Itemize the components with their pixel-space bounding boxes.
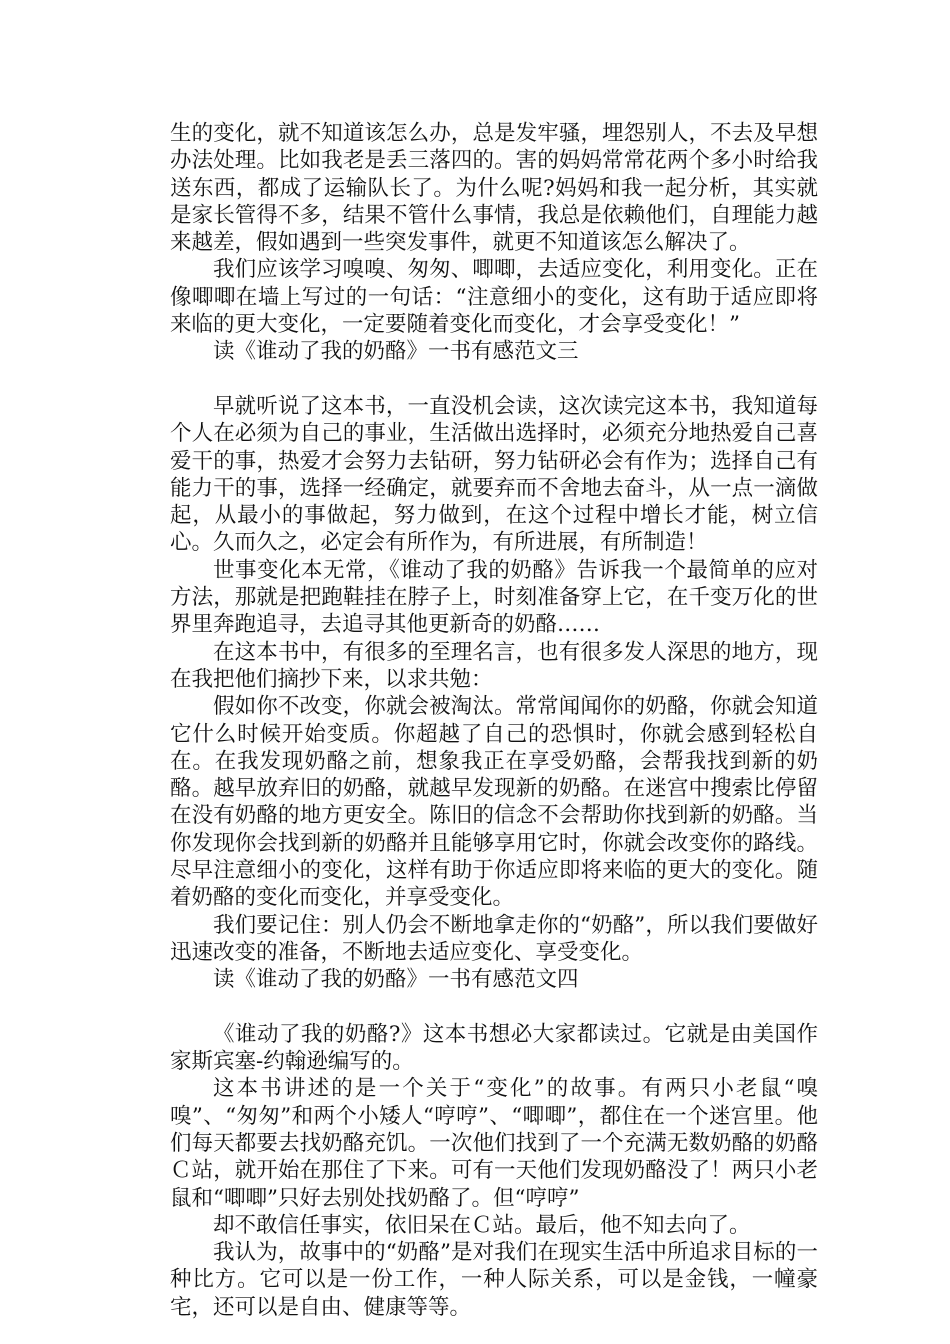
paragraph: 假如你不改变，你就会被淘汰。常常闻闻你的奶酪，你就会知道它什么时候开始变质。你超越了自己的恐惧时，你就会感到轻松自在。在我发现奶酪之前，想象我正在享受奶酪，会帮我找到新的奶酪。越早放弃旧的奶酪，就越早发现新的奶酪。在迷宫中搜索比停留在没有奶酪的地方更安全。陈旧的信念不会帮助你找到新的奶酪。当你发现你会找到新的奶酪并且能够享用它时，你就会改变你的路线。尽早注意细小的变化，这样有助于你适应即将来临的更大的变化。随着奶酪的变化而变化，并享受变化。 (170, 694, 818, 911)
blank-line (170, 994, 818, 1021)
document-page (170, 120, 818, 1321)
paragraph: 我们要记住：别人仍会不断地拿走你的“奶酪”，所以我们要做好迅速改变的准备，不断地去适应变化、享受变化。 (170, 912, 818, 965)
section-heading: 读《谁动了我的奶酪》一书有感范文三 (213, 339, 579, 365)
paragraph: 世事变化本无常，《谁动了我的奶酪》告诉我一个最简单的应对方法，那就是把跑鞋挂在脖子上，时刻准备穿上它，在千变万化的世界里奔跑追寻，去追寻其他更新奇的奶酪…… (170, 557, 818, 638)
paragraph: 生的变化，就不知道该怎么办，总是发牢骚，埋怨别人，不去及早想办法处理。比如我老是丢三落四的。害的妈妈常常花两个多小时给我送东西，都成了运输队长了。为什么呢?妈妈和我一起分析，其实就是家长管得不多，结果不管什么事情，我总是依赖他们，自理能力越来越差，假如遇到一些突发事件，就更不知道该怎么解决了。 (170, 121, 818, 256)
paragraph: 在这本书中，有很多的至理名言，也有很多发人深思的地方，现在我把他们摘抄下来，以求共勉： (170, 639, 818, 692)
paragraph: 我认为，故事中的“奶酪”是对我们在现实生活中所追求目标的一种比方。它可以是一份工作，一种人际关系，可以是金钱，一幢豪宅，还可以是自由、健康等等。 (170, 1240, 818, 1320)
paragraph: 这本书讲述的是一个关于“变化”的故事。有两只小老鼠“嗅嗅”、“匆匆”和两个小矮人“哼哼”、“唧唧”，都住在一个迷宫里。他们每天都要去找奶酪充饥。一次他们找到了一个充满无数奶酪的奶酪Ｃ站，就开始在那住了下来。可有一天他们发现奶酪没了！两只小老鼠和“唧唧”只好去别处找奶酪了。但“哼哼” (170, 1076, 818, 1211)
blank-line (170, 366, 818, 393)
paragraph: 早就听说了这本书，一直没机会读，这次读完这本书，我知道每个人在必须为自己的事业，生活做出选择时，必须充分地热爱自己喜爱干的事，热爱才会努力去钻研，努力钻研必会有作为；选择自己有能力干的事，选择一经确定，就要弃而不舍地去奋斗，从一点一滴做起，从最小的事做起，努力做到，在这个过程中增长才能，树立信心。久而久之，必定会有所作为，有所进展，有所制造！ (170, 393, 818, 556)
paragraph: 我们应该学习嗅嗅、匆匆、唧唧，去适应变化，利用变化。正在像唧唧在墙上写过的一句话：“注意细小的变化，这有助于适应即将来临的更大变化，一定要随着变化而变化，才会享受变化！” (170, 257, 818, 338)
section-heading: 读《谁动了我的奶酪》一书有感范文四 (213, 967, 579, 993)
paragraph: 却不敢信任事实，依旧呆在Ｃ站。最后，他不知去向了。 (213, 1212, 751, 1238)
paragraph: 《谁动了我的奶酪?》这本书想必大家都读过。它就是由美国作家斯宾塞-约翰逊编写的。 (170, 1021, 818, 1075)
